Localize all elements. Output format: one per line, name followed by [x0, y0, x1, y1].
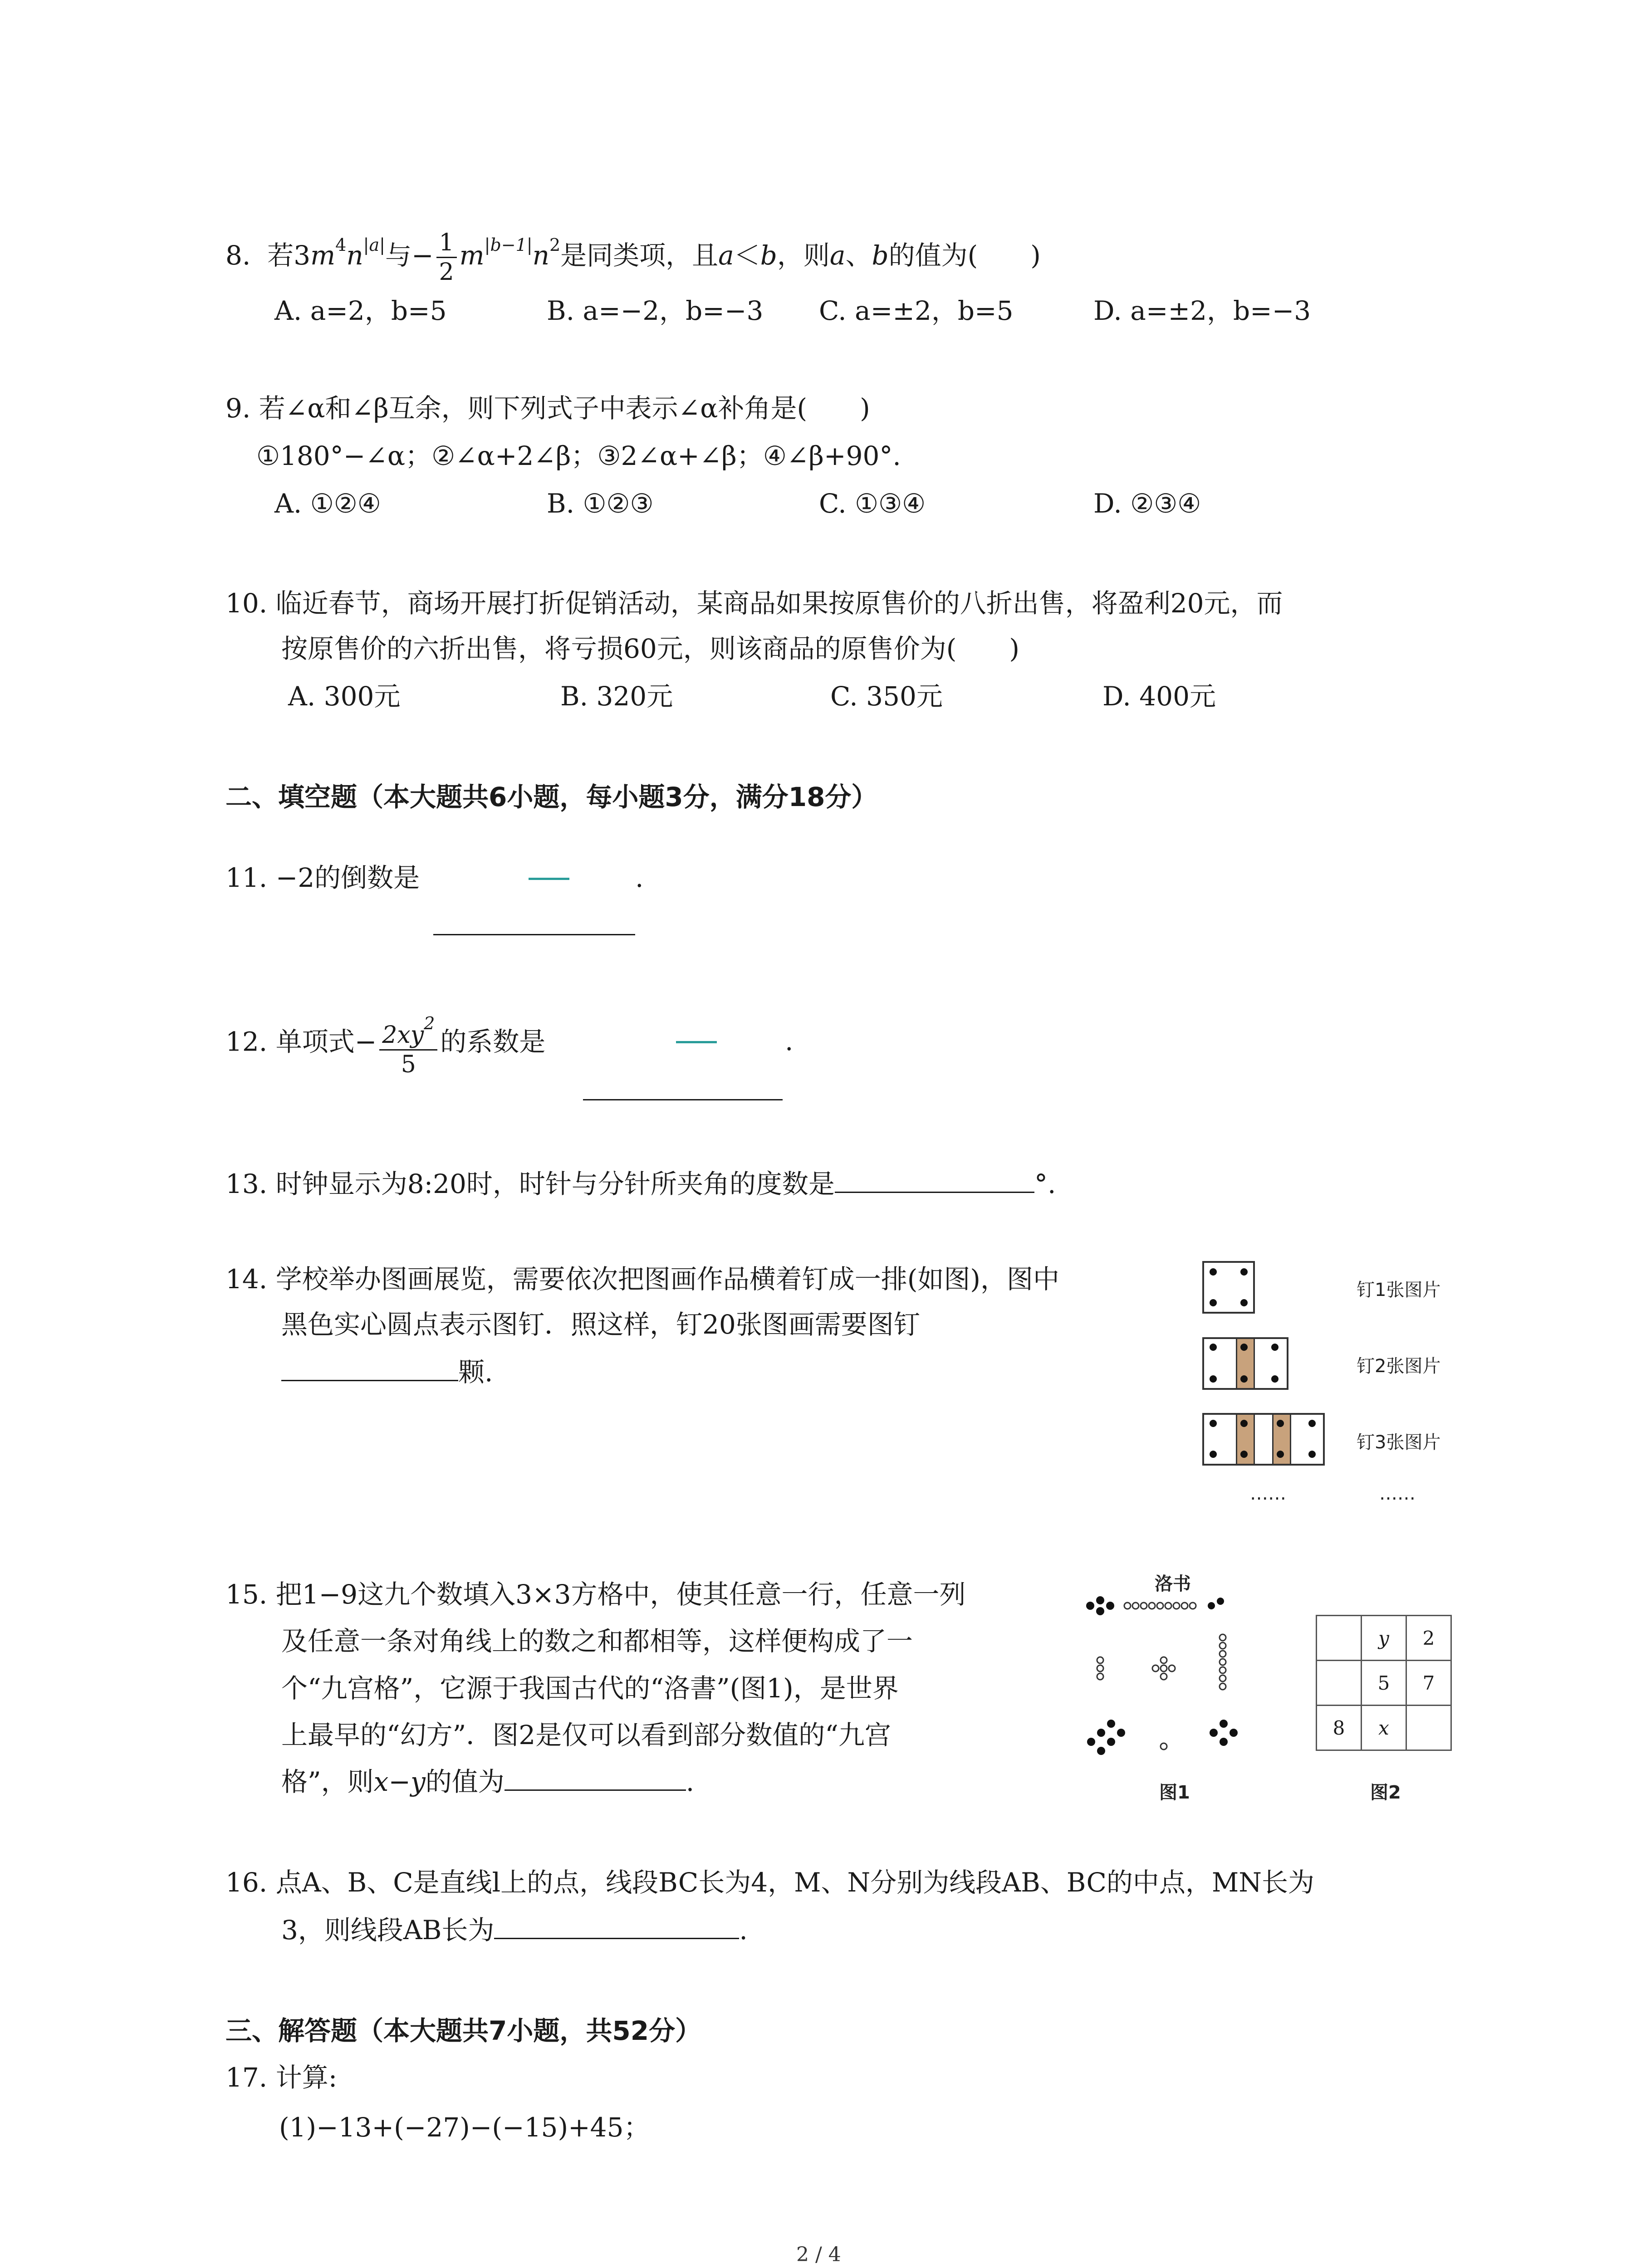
q14-number: 14.	[225, 1264, 268, 1295]
q8-exp2: 2	[549, 235, 561, 255]
q15-answer-blank[interactable]	[505, 1764, 686, 1791]
q16-line2	[281, 1912, 748, 1948]
q10-option-d[interactable]: D. 400元	[1102, 681, 1216, 712]
q8-var-n2: n	[532, 240, 549, 271]
grid-row	[1317, 1661, 1451, 1706]
q9-option-b[interactable]: B. ①②③	[547, 488, 654, 519]
q8-exp-b: |b−1|	[484, 235, 533, 255]
section-3-heading: 三、解答题（本大题共7小题，共52分）	[225, 2015, 702, 2046]
pin-dot	[1277, 1420, 1284, 1427]
pin-dot	[1210, 1451, 1217, 1458]
pin-dot	[1308, 1420, 1316, 1427]
q16-line2-text: 3，则线段AB长为	[281, 1915, 495, 1945]
q8-var-m2: m	[459, 240, 485, 271]
q17-number: 17.	[225, 2062, 268, 2093]
grid-cell: x	[1362, 1706, 1406, 1750]
q8-option-d[interactable]: D. a=±2，b=−3	[1093, 295, 1311, 326]
q10-number: 10.	[225, 588, 268, 619]
q8-frac-num: 1	[436, 229, 457, 258]
fig-ellipsis-left: ……	[1250, 1483, 1286, 1504]
q10-line2: 按原售价的六折出售，将亏损60元，则该商品的原售价为( )	[281, 633, 1020, 664]
q10-option-a[interactable]: A. 300元	[288, 681, 401, 712]
pin-dot	[1271, 1375, 1279, 1383]
q11-answer-blank[interactable]	[433, 909, 635, 935]
q12-period: .	[785, 1026, 794, 1056]
q8-var-m: m	[310, 240, 336, 271]
pin-dot	[1240, 1299, 1248, 1306]
q9-option-d[interactable]: D. ②③④	[1093, 488, 1201, 519]
q9-option-c[interactable]: C. ①③④	[819, 488, 926, 519]
q15-stem	[225, 1576, 966, 1613]
grid-cell: y	[1362, 1616, 1406, 1661]
grid-cell: 5	[1362, 1661, 1406, 1706]
q8-frac-den: 2	[439, 259, 454, 286]
q8-number: 8.	[225, 240, 251, 271]
q12-frac-num-text: 2xy	[382, 1022, 424, 1049]
pin-dot	[1210, 1268, 1217, 1276]
q8-stem	[225, 227, 1041, 286]
q9-option-a[interactable]: A. ①②④	[274, 488, 381, 519]
pin-dot	[1240, 1268, 1248, 1276]
fig-label-3: 钉3张图片	[1357, 1432, 1441, 1453]
q8-text-d: ，则	[777, 240, 830, 271]
q14-line3-end: 颗.	[458, 1357, 493, 1388]
page-number: 2 / 4	[796, 2243, 841, 2266]
q8-lt: ＜	[734, 240, 760, 271]
q15-line5	[281, 1764, 694, 1800]
q8-option-c[interactable]: C. a=±2，b=5	[819, 295, 1014, 326]
q15-line2: 及任意一条对角线上的数之和都相等，这样便构成了一	[281, 1626, 913, 1657]
q9-number: 9.	[225, 393, 251, 424]
picture-3-frame	[1202, 1413, 1325, 1466]
grid-cell: 8	[1317, 1706, 1362, 1750]
q8-sep: 、	[845, 240, 872, 271]
pin-dot	[1210, 1375, 1217, 1383]
q12-text-a: 单项式−	[275, 1026, 377, 1057]
q15-line5-end: .	[686, 1766, 695, 1797]
q12-text-b: 的系数是	[440, 1026, 546, 1057]
pin-dot	[1240, 1375, 1248, 1383]
grid-cell: 7	[1406, 1661, 1451, 1706]
grid-cell	[1317, 1616, 1362, 1661]
fig-ellipsis-right: ……	[1379, 1483, 1416, 1504]
q11-stem	[225, 860, 420, 896]
q8-option-a[interactable]: A. a=2，b=5	[274, 295, 447, 326]
q11-number: 11.	[225, 862, 268, 893]
grid-cell: 2	[1406, 1616, 1451, 1661]
q16-stem	[225, 1864, 1314, 1901]
q14-stem	[225, 1261, 1059, 1297]
q17-stem	[225, 2059, 337, 2096]
q12-stem	[225, 1009, 545, 1079]
pin-dot	[1240, 1344, 1248, 1351]
q9-conditions: ①180°−∠α；②∠α+2∠β；③2∠α+∠β；④∠β+90°.	[256, 440, 901, 471]
q12-answer-blank[interactable]	[583, 1074, 783, 1100]
pin-dot	[1308, 1451, 1316, 1458]
q8-fraction	[436, 229, 457, 286]
q8-var-a: a	[718, 240, 734, 271]
grid-row	[1317, 1706, 1451, 1750]
q8-exp4: 4	[335, 235, 347, 255]
q11-answer-mark	[529, 878, 569, 880]
q8-var-b: b	[760, 240, 777, 271]
grid-row	[1317, 1616, 1451, 1661]
luoshu-diagram	[1082, 1592, 1264, 1783]
fig-label-2: 钉2张图片	[1357, 1356, 1441, 1377]
q12-fraction	[379, 1009, 437, 1079]
q13-stem	[225, 1166, 1056, 1202]
q12-frac-den: 5	[401, 1051, 416, 1078]
q15-line4: 上最早的“幻方”．图2是仅可以看到部分数值的“九宫	[281, 1720, 891, 1750]
q16-number: 16.	[225, 1867, 268, 1898]
q16-line1: 点A、B、C是直线l上的点，线段BC长为4，M、N分别为线段AB、BC的中点，MN长为	[275, 1867, 1314, 1898]
q17-line1: 计算:	[275, 2062, 338, 2093]
grid-cell	[1317, 1661, 1362, 1706]
q10-option-b[interactable]: B. 320元	[560, 681, 673, 712]
q8-text-c: 是同类项，且	[560, 240, 719, 271]
q12-frac-num	[379, 1009, 437, 1051]
q10-option-c[interactable]: C. 350元	[830, 681, 943, 712]
magic-square-grid	[1316, 1615, 1452, 1751]
q15-line3: 个“九宫格”，它源于我国古代的“洛書”(图1)，是世界	[281, 1673, 899, 1704]
q14-line2: 黑色实心圆点表示图钉．照这样，钉20张图画需要图钉	[281, 1309, 920, 1340]
q8-var-b2: b	[872, 240, 889, 271]
q15-line5-x-minus-y: x−y	[373, 1766, 426, 1797]
grid-cell	[1406, 1706, 1451, 1750]
fig1-caption: 图1	[1159, 1782, 1190, 1803]
q12-answer-mark	[676, 1041, 717, 1043]
pin-dot	[1277, 1451, 1284, 1458]
pin-dot	[1271, 1344, 1279, 1351]
q10-line1: 临近春节，商场开展打折促销活动，某商品如果按原售价的八折出售，将盈利20元，而	[275, 588, 1283, 619]
q13-text: 时钟显示为8:20时，时针与分针所夹角的度数是	[275, 1168, 835, 1199]
q8-var-a2: a	[829, 240, 846, 271]
fig-label-1: 钉1张图片	[1357, 1280, 1441, 1300]
fig2-caption: 图2	[1370, 1782, 1401, 1803]
q14-line1: 学校举办图画展览，需要依次把图画作品横着钉成一排(如图)，图中	[275, 1264, 1059, 1295]
q14-answer-blank[interactable]	[281, 1354, 458, 1381]
q11-period: .	[635, 862, 644, 893]
q11-text: −2的倒数是	[275, 862, 420, 893]
q15-line1: 把1−9这九个数填入3×3方格中，使其任意一行，任意一列	[275, 1579, 966, 1610]
pin-dot	[1210, 1344, 1217, 1351]
pin-dot	[1210, 1299, 1217, 1306]
q16-answer-blank[interactable]	[494, 1912, 739, 1939]
q15-line5-a: 格”，则	[281, 1766, 374, 1797]
q15-line5-b: 的值为	[425, 1766, 505, 1797]
q14-line3	[281, 1354, 493, 1390]
q17-part1: (1)−13+(−27)−(−15)+45；	[279, 2112, 650, 2143]
q8-var-n: n	[346, 240, 363, 271]
q9-line1: 若∠α和∠β互余，则下列式子中表示∠α补角是( )	[259, 393, 870, 424]
q13-end: °.	[1034, 1168, 1056, 1199]
pin-dot	[1240, 1420, 1248, 1427]
q8-text-e: 的值为( )	[888, 240, 1041, 271]
q8-exp-a: |a|	[363, 235, 385, 255]
q13-number: 13.	[225, 1168, 268, 1199]
q16-end: .	[739, 1915, 748, 1945]
q15-number: 15.	[225, 1579, 268, 1610]
q9-stem	[225, 390, 870, 426]
pin-dot	[1210, 1420, 1217, 1427]
q8-text-a: 若3	[267, 240, 311, 271]
q10-stem	[225, 585, 1283, 621]
luoshu-title: 洛书	[1155, 1574, 1191, 1594]
q8-text-b: 与−	[385, 240, 434, 271]
q8-option-b[interactable]: B. a=−2，b=−3	[547, 295, 764, 326]
pin-dot	[1240, 1451, 1248, 1458]
q13-answer-blank[interactable]	[835, 1166, 1034, 1193]
section-2-heading: 二、填空题（本大题共6小题，每小题3分，满分18分）	[225, 782, 878, 812]
q12-frac-exp: 2	[424, 1013, 435, 1033]
q12-number: 12.	[225, 1026, 268, 1057]
